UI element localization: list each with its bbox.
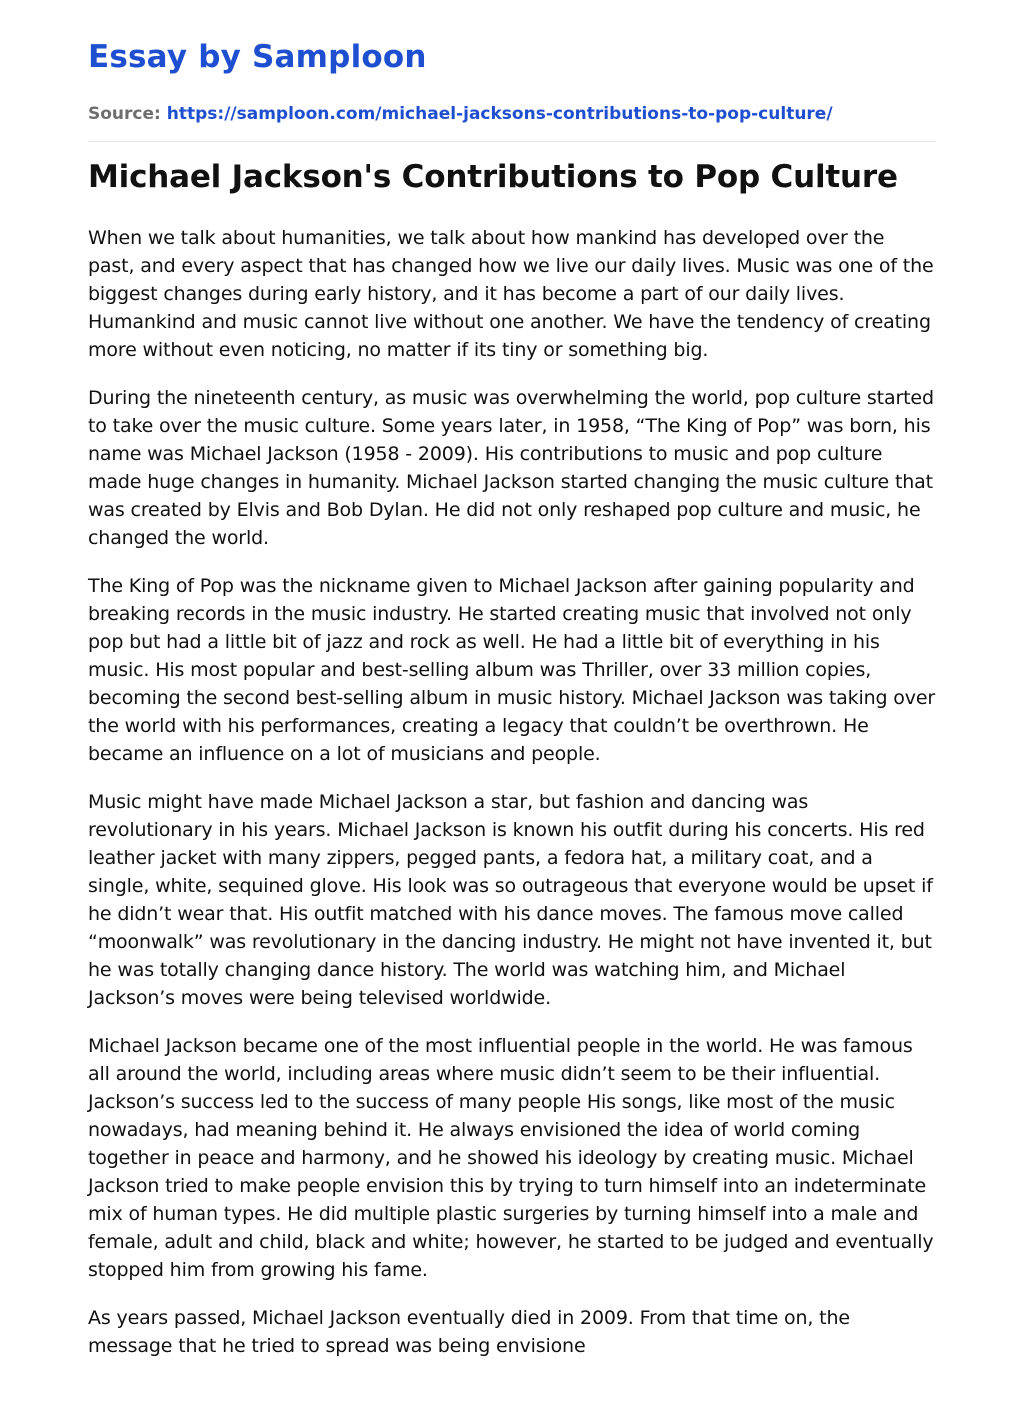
source-link[interactable]: https://samploon.com/michael-jacksons-contributions-to-pop-culture/ — [166, 104, 833, 124]
site-brand-heading: Essay by Samploon — [88, 39, 427, 75]
essay-paragraph: When we talk about humanities, we talk about how mankind has developed over the past, and every aspect that has changed how we live our daily lives. Music was one of the biggest changes during early history, and it has become a part of our daily lives. Humankind and music cannot live without one another. We have the tendency of creating more without even noticing, no matter if its tiny or something big. — [88, 227, 934, 361]
essay-paragraph: The King of Pop was the nickname given to Michael Jackson after gaining popularity and breaking records in the music industry. He started creating music that involved not only pop but had a little bit of jazz and rock as well. He had a little bit of everything in his music. His most popular and best-selling album was Thriller, over 33 million copies, becoming the second best-selling album in music history. Michael Jackson was taking over the world with his performances, creating a legacy that couldn’t be overthrown. He became an influence on a lot of musicians and people. — [88, 575, 936, 765]
essay-paragraph: During the nineteenth century, as music was overwhelming the world, pop culture started to take over the music culture. Some years later, in 1958, “The King of Pop” was born, his name was Michael Jackson (1958 - 2009). His contributions to music and pop culture made huge changes in humanity. Michael Jackson started changing the music culture that was created by Elvis and Bob Dylan. He did not only reshaped pop culture and music, he changed the world. — [88, 387, 934, 549]
essay-body — [88, 224, 936, 1360]
essay-paragraph: As years passed, Michael Jackson eventually died in 2009. From that time on, the message that he tried to spread was being envisione — [88, 1307, 850, 1357]
header-divider — [88, 141, 936, 142]
essay-title: Michael Jackson's Contributions to Pop Culture — [88, 159, 898, 195]
essay-paragraph: Music might have made Michael Jackson a star, but fashion and dancing was revolutionary in his years. Michael Jackson is known his outfit during his concerts. His red leather jacket with many zippers, pegged pants, a fedora hat, a military coat, and a single, white, sequined glove. His look was so outrageous that everyone would be upset if he didn’t wear that. His outfit matched with his dance moves. The famous move called “moonwalk” was revolutionary in the dancing industry. He might not have invented it, but he was totally changing dance history. The world was watching him, and Michael Jackson’s moves were being televised worldwide. — [88, 791, 933, 1009]
source-line — [88, 103, 936, 125]
source-label: Source: — [88, 104, 161, 124]
essay-paragraph: Michael Jackson became one of the most influential people in the world. He was famous all around the world, including areas where music didn’t seem to be their influential. Jackson’s success led to the success of many people His songs, like most of the music nowadays, had meaning behind it. He always envisioned the idea of world coming together in peace and harmony, and he showed his ideology by creating music. Michael Jackson tried to make people envision this by trying to turn himself into an indeterminate mix of human types. He did multiple plastic surgeries by turning himself into a male and female, adult and child, black and white; however, he started to be judged and eventually stopped him from growing his fame. — [88, 1035, 934, 1281]
